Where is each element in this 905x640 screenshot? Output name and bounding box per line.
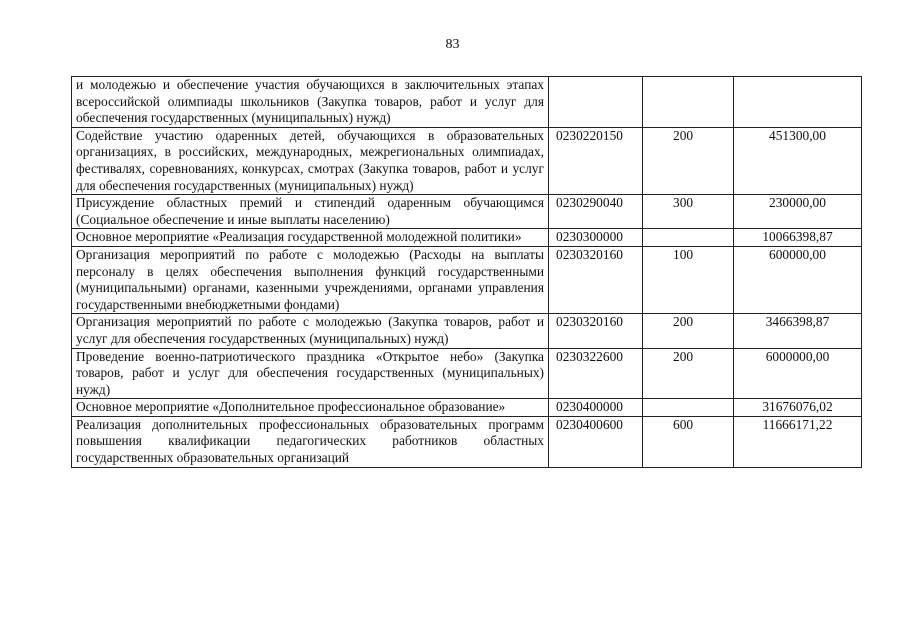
row-kvr [643,229,734,247]
row-description: Содействие участию одаренных детей, обучающихся в образовательных организациях, в российских, международных, межрегиональных олимпиадах, фестивалях, соревнованиях, конкурсах, смотрах (Закупка товаров, работ и услуг для обеспечения государственных (муниципальных) нужд) [72,127,549,194]
table-row [72,246,862,313]
table-row [72,399,862,417]
row-code: 0230400600 [549,416,643,467]
table-row [72,127,862,194]
row-kvr: 600 [643,416,734,467]
row-code: 0230320160 [549,314,643,348]
row-kvr: 100 [643,246,734,313]
row-amount [734,77,862,128]
table-row [72,348,862,399]
row-code [549,77,643,128]
row-description: Проведение военно-патриотического праздника «Открытое небо» (Закупка товаров, работ и услуг для обеспечения государственных (муниципальных) нужд) [72,348,549,399]
row-kvr: 300 [643,195,734,229]
table-row [72,195,862,229]
row-amount: 3466398,87 [734,314,862,348]
row-amount: 11666171,22 [734,416,862,467]
row-amount: 31676076,02 [734,399,862,417]
budget-table [71,76,862,468]
row-code: 0230300000 [549,229,643,247]
row-amount: 10066398,87 [734,229,862,247]
row-amount: 230000,00 [734,195,862,229]
page-number: 83 [445,37,460,52]
row-kvr [643,77,734,128]
row-description: Основное мероприятие «Дополнительное профессиональное образование» [72,399,549,417]
row-description: Присуждение областных премий и стипендий одаренным обучающимся (Социальное обеспечение и иные выплаты населению) [72,195,549,229]
table-row [72,229,862,247]
table-row [72,416,862,467]
row-amount: 451300,00 [734,127,862,194]
row-kvr [643,399,734,417]
table-row [72,314,862,348]
row-description: и молодежью и обеспечение участия обучающихся в заключительных этапах всероссийской олимпиады школьников (Закупка товаров, работ и услуг для обеспечения государственных (муниципальных) нужд) [72,77,549,128]
row-code: 0230290040 [549,195,643,229]
row-code: 0230320160 [549,246,643,313]
row-kvr: 200 [643,127,734,194]
row-description: Реализация дополнительных профессиональных образовательных программ повышения квалификации педагогических работников областных государственных образовательных организаций [72,416,549,467]
row-code: 0230400000 [549,399,643,417]
row-description: Организация мероприятий по работе с молодежью (Закупка товаров, работ и услуг для обеспечения государственных (муниципальных) нужд) [72,314,549,348]
row-kvr: 200 [643,314,734,348]
row-amount: 6000000,00 [734,348,862,399]
row-amount: 600000,00 [734,246,862,313]
row-description: Организация мероприятий по работе с молодежью (Расходы на выплаты персоналу в целях обеспечения выполнения функций государственными (муниципальными) органами, казенными учреждениями, органами управления государственными внебюджетными фондами) [72,246,549,313]
row-kvr: 200 [643,348,734,399]
row-description: Основное мероприятие «Реализация государственной молодежной политики» [72,229,549,247]
row-code: 0230220150 [549,127,643,194]
row-code: 0230322600 [549,348,643,399]
table-row [72,77,862,128]
